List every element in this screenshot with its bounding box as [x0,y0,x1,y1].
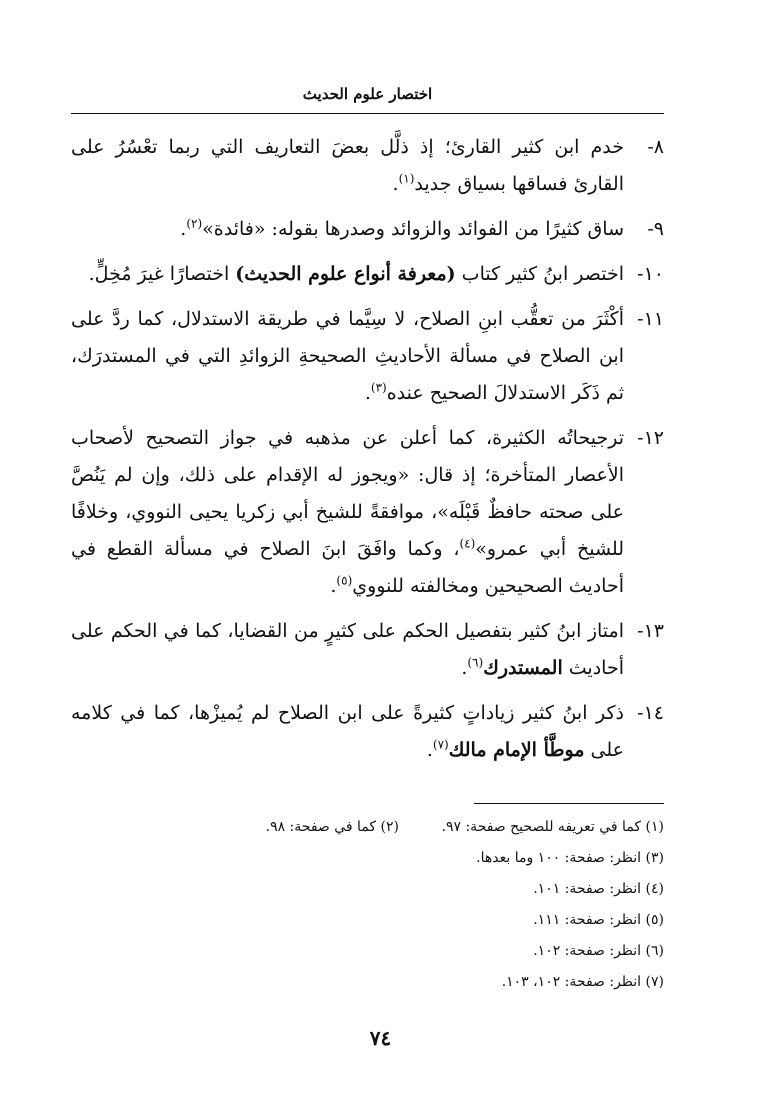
footnote-3: (٣) انظر: صفحة: ١٠٠ وما بعدها. [476,850,664,866]
footnote-ref: (٢) [186,216,203,231]
item-number: ١٣- [637,620,664,642]
item-text: . [392,173,399,195]
item-text: ترجيحاتُه الكثيرة، كما أعلن عن مذهبه في جواز التصحيح لأصحاب الأعصار المتأخرة؛ إذ قال: «ويجوز له الإقدام على ذلك، وإن لم يَنُصَّ على صحته حافظٌ قَبْلَه»، موافقةً للشيخ أبي زكريا يحيى النووي، وخلافًا للشيخ أبي عمرو» [71,427,624,560]
item-number: ١١- [637,308,664,330]
list-item [71,695,664,769]
item-text: أكْثَرَ من تعقُّب ابنِ الصلاح، لا سِيَّما في طريقة الاستدلال، كما ردَّ على ابن الصلاح في مسألة الأحاديثِ الصحيحةِ الزوائدِ التي في المستدرَك، ثم ذَكَر الاستدلالَ الصحيح عنده [71,308,624,404]
footnote-ref: (٦) [467,655,484,670]
footnote-6: (٦) انظر: صفحة: ١٠٢. [533,943,664,959]
item-text: . [180,218,187,240]
footnote-4: (٤) انظر: صفحة: ١٠١. [533,881,664,897]
footnote-5: (٥) انظر: صفحة: ١١١. [533,912,664,928]
page-number: ٧٤ [369,1026,392,1050]
item-text: اختصارًا غيرَ مُخِلٍّ. [88,263,236,285]
item-text: ، وكما وافَقَ ابنَ الصلاح في مسألة القطع في أحاديث الصحيحين ومخالفته للنووي [71,538,624,597]
page-body [71,129,664,777]
item-text: خدم ابن كثير القارئ؛ إذ ذلَّل بعضَ التعاريف التي ربما تعْسُرُ على القارئ فساقها بسياق جديد [71,136,624,195]
footnote-ref: (٣) [370,380,387,395]
item-text: اختصر ابنُ كثير كتاب [455,263,624,285]
item-number: ٩- [647,218,664,240]
list-item [71,301,664,412]
footnote-ref: (٤) [459,536,476,551]
item-text: ساق كثيرًا من الفوائد والزوائد وصدرها بقوله: «فائدة» [202,218,624,240]
footnote-ref: (١) [398,171,415,186]
footnotes [71,812,664,998]
list-item [71,420,664,605]
item-text: ذكر ابنُ كثير زياداتٍ كثيرةً على ابن الصلاح لم يُميزْها، كما في كلامه على [71,702,624,761]
item-number: ١٤- [637,702,664,724]
footnote-ref: (٥) [336,573,353,588]
item-text: . [426,739,433,761]
item-text: . [330,575,337,597]
list-item [71,613,664,687]
list-item [71,256,664,293]
list-item [71,211,664,248]
item-text: امتاز ابنُ كثير بتفصيل الحكم على كثيرٍ من القضايا، كما في الحكم على أحاديث [71,620,624,679]
header-rule [71,113,664,114]
book-title: المستدرك [483,657,563,679]
footnote-ref: (٧) [432,737,449,752]
footnote-2: (٢) كما في صفحة: ٩٨. [265,819,399,835]
item-number: ١٢- [637,427,664,449]
item-text: . [461,657,468,679]
footnote-7: (٧) انظر: صفحة: ١٠٢، ١٠٣. [501,974,664,990]
book-title: (معرفة أنواع علوم الحديث) [235,263,456,285]
item-number: ٨- [647,136,664,158]
list-item [71,129,664,203]
item-number: ١٠- [637,263,664,285]
footnote-rule [474,803,664,804]
running-header: اختصار علوم الحديث [302,85,433,103]
footnote-line-1 [71,812,664,843]
footnote-1: (١) كما في تعريفه للصحيح صفحة: ٩٧. [441,819,664,835]
book-title: موطَّأ الإمام مالك [448,739,585,761]
item-text: . [364,382,371,404]
